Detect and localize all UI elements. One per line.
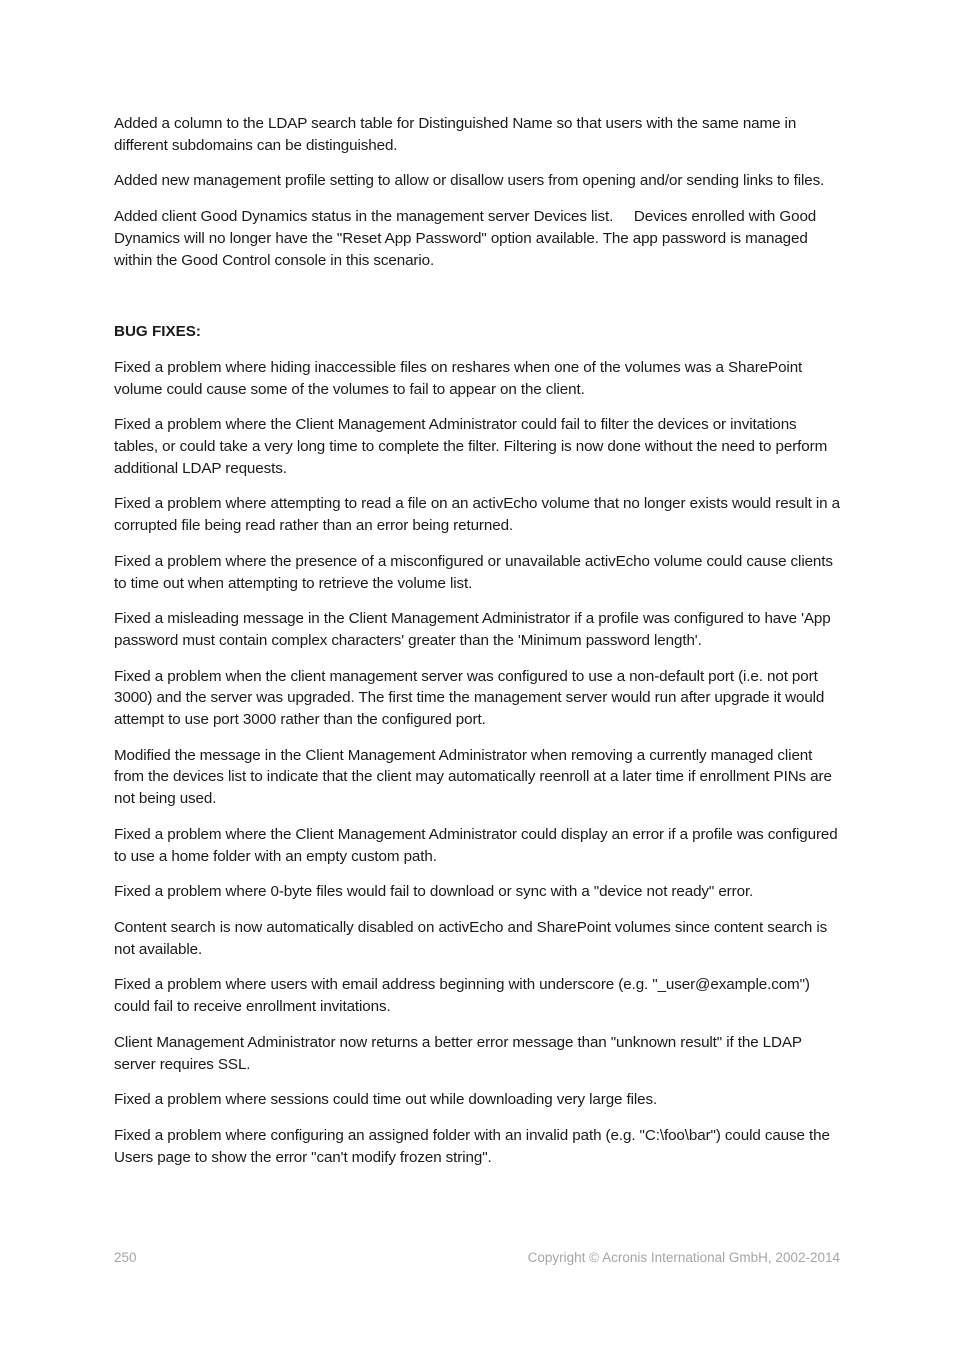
- bug-fix-item: Fixed a problem where attempting to read a file on an activEcho volume that no longer exists would result in a corrupted file being read rather than an error being returned.: [114, 495, 840, 535]
- bug-fix-item: Modified the message in the Client Management Administrator when removing a currently managed client from the devices list to indicate that the client may automatically reenroll at a later time if enrollment PINs are not being used.: [114, 746, 832, 808]
- bug-fix-item: Fixed a problem where sessions could time out while downloading very large files.: [114, 1091, 658, 1109]
- page-number: 250: [114, 1250, 137, 1265]
- bug-fix-item: Client Management Administrator now returns a better error message than "unknown result" if the LDAP server requires SSL.: [114, 1033, 802, 1073]
- copyright-notice: Copyright © Acronis International GmbH, 2002-2014: [527, 1250, 840, 1265]
- bug-fix-item: Fixed a problem where 0-byte files would fail to download or sync with a "device not ready" error.: [114, 883, 754, 901]
- bug-fix-item: Content search is now automatically disabled on activEcho and SharePoint volumes since content search is not available.: [114, 918, 828, 958]
- bug-fix-item: Fixed a problem where hiding inaccessible files on reshares when one of the volumes was a SharePoint volume could cause some of the volumes to fail to appear on the client.: [114, 358, 803, 398]
- bug-fix-item: Fixed a problem where configuring an assigned folder with an invalid path (e.g. "C:\foo\bar") could cause the Users page to show the error "can't modify frozen string".: [114, 1126, 830, 1166]
- intro-paragraph: Added a column to the LDAP search table for Distinguished Name so that users with the same name in different subdomains can be distinguished.: [114, 115, 797, 154]
- bug-fix-item: Fixed a problem where the Client Management Administrator could display an error if a profile was configured to use a home folder with an empty custom path.: [114, 825, 838, 865]
- intro-paragraph: Added new management profile setting to allow or disallow users from opening and/or sending links to files.: [114, 172, 825, 190]
- document-body: [114, 113, 840, 1182]
- bug-fix-item: Fixed a problem where the presence of a misconfigured or unavailable activEcho volume could cause clients to time out when attempting to retrieve the volume list.: [114, 552, 833, 592]
- section-spacer: [114, 285, 840, 321]
- bug-fix-item: Fixed a problem where users with email address beginning with underscore (e.g. "_user@example.com") could fail to receive enrollment invitations.: [114, 976, 810, 1016]
- page-footer: [114, 1250, 840, 1265]
- bug-fix-item: Fixed a misleading message in the Client Management Administrator if a profile was configured to have 'App password must contain complex characters' greater than the 'Minimum password length'.: [114, 610, 831, 649]
- intro-paragraph: Added client Good Dynamics status in the management server Devices list. Devices enrolled with Good Dynamics will no longer have the "Reset App Password" option available. The app password is managed within the Good Control console in this scenario.: [114, 208, 821, 269]
- bug-fix-item: Fixed a problem where the Client Management Administrator could fail to filter the devices or invitations tables, or could take a very long time to complete the filter. Filtering is now done without the need to perform additional LDAP requests.: [114, 416, 828, 477]
- bug-fixes-heading: BUG FIXES:: [114, 323, 201, 341]
- bug-fix-item: Fixed a problem when the client management server was configured to use a non-default port (i.e. not port 3000) and the server was upgraded. The first time the management server would run after upgrade it would attempt to use port 3000 rather than the configured port.: [114, 667, 825, 729]
